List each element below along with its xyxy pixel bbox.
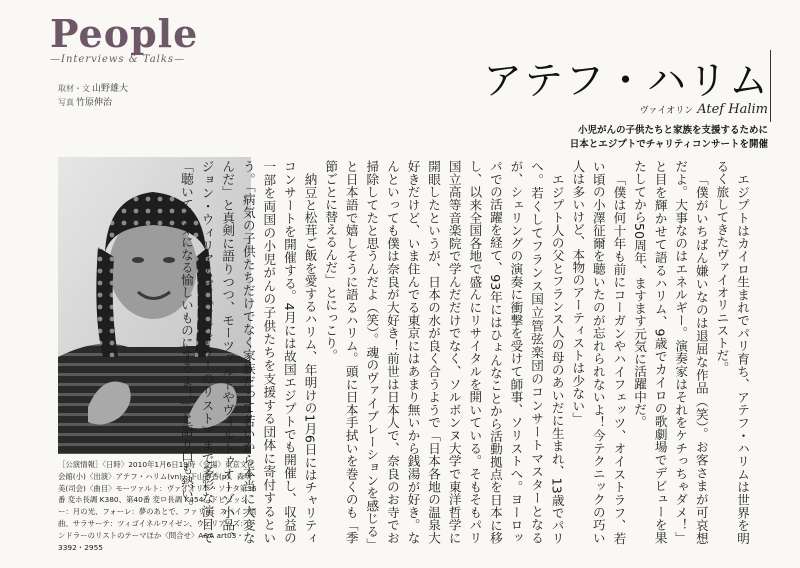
section-subtitle: —Interviews & Talks— <box>50 54 186 65</box>
credits <box>58 82 128 110</box>
photo-label: 写真 <box>58 98 74 107</box>
performance-info: ［公演情報］〈日時〉2010年1月6日19時〈会場〉東京文化会館(小)〈出演〉アテフ・ハリム(vn)、下山静香(p)、森明美(司会)〈曲目〉モーツァルト：ヴァイオリン・ソナタ第36番 変ホ長調 K380、第40番 変ロ長調 K454、ドビュッシー：月の光、フォーレ：夢のあとで、ファリャ：スペイン組曲、サラサーテ：ツィゴイネルワイゼン、ウィリアムズ：シンドラーのリストのテーマほか〈問合せ〉A&A art03・3392・2955 <box>58 460 257 552</box>
body-paragraph: エジプト人の父とフランス人の母のあいだに生まれ、13歳でパリへ。若くしてフランス国立管弦楽団のコンサートマスターとなるが、シェリングの演奏に衝撃を受けて師事、ソリストへ。ヨーロッパでの活躍を経て、93年にはひょんなことから活動拠点を日本に移し、以来全国各地で盛んにリサイタルを開いている。そもそもパリ国立高等音楽院で学んだだけでなく、ソルボンヌ大学で東洋哲学に開眼したというが、日本の水が良く合うようで「日本各地の温泉大好きだけど、いま住んでる東京にはあまり無いから銭湯が好き。なんといっても僕は奈良が大好き！前世は日本人で、奈良のお寺でお掃除してたと思うんだよ（笑）。魂のヴァイブレーションを感じる」と日本語で嬉しそうに語るハリム。頭に日本手拭いを巻くのも「季節ごとに替えるんだ」とにっこり。 <box>323 160 565 544</box>
lead-line-2: 日本とエジプトでチャリティコンサートを開催 <box>569 139 768 150</box>
lead-text <box>520 124 768 152</box>
body-paragraph: 「僕は何十年も前にコーガンやハイフェッツ、オイストラフ、若い頃の小澤征爾を聴いたのが忘れられないよ！今テクニックの巧い人は多いけど、本物のアーティストは少ない」 <box>570 160 627 544</box>
body-paragraph: 納豆と松茸ご飯を愛するハリム、年明けの1月6日にはチャリティコンサートを開催する。4月には故国エジプトでも開催し、収益の一部を両国の小児がんの子供たちを支援する団体に寄付するという。「病気の子供たちだけでなく家族だって若いから本当に大変なんだ」と真剣に語りつつ、モーツァルトやヴィルトゥオーゾ小品、ジョン・ウィリアムズ《シンドラーのリスト》まで多彩な演目で「聴いて元気になる愉しいものにするよ！」と語り口も熱い。 <box>178 160 318 544</box>
body-paragraph: 「僕がいちばん嫌いなのは退屈な作品（笑）。お客さまが可哀想だよ。大事なのはエネルギー。演奏家はそれをケチっちゃダメ！」と目を輝かせて語るハリム、9歳でカイロの歌劇場でデビューを果たしてから50周年、ますます元気に活躍中だ。 <box>632 160 709 544</box>
artist-name: アテフ・ハリム <box>482 59 770 104</box>
masthead <box>50 11 199 65</box>
role-jp: ヴァイオリン <box>639 106 694 116</box>
lead-line-1: 小児がんの子供たちと家族を支援するために <box>577 125 768 136</box>
interviewer-name: 山野雄大 <box>92 84 129 94</box>
body-paragraph: エジプトはカイロ生まれでパリ育ち、アテフ・ハリムは世界を明るく旅してきたヴァイオリニストだ。 <box>714 160 750 544</box>
section-title: People <box>50 11 199 56</box>
role-en: Atef Halim <box>697 102 768 117</box>
article-body <box>178 160 752 544</box>
artist-role <box>560 102 768 117</box>
header-rule <box>770 50 771 122</box>
interview-label: 取材・文 <box>58 84 90 93</box>
photographer-name: 竹原伸治 <box>76 98 113 108</box>
